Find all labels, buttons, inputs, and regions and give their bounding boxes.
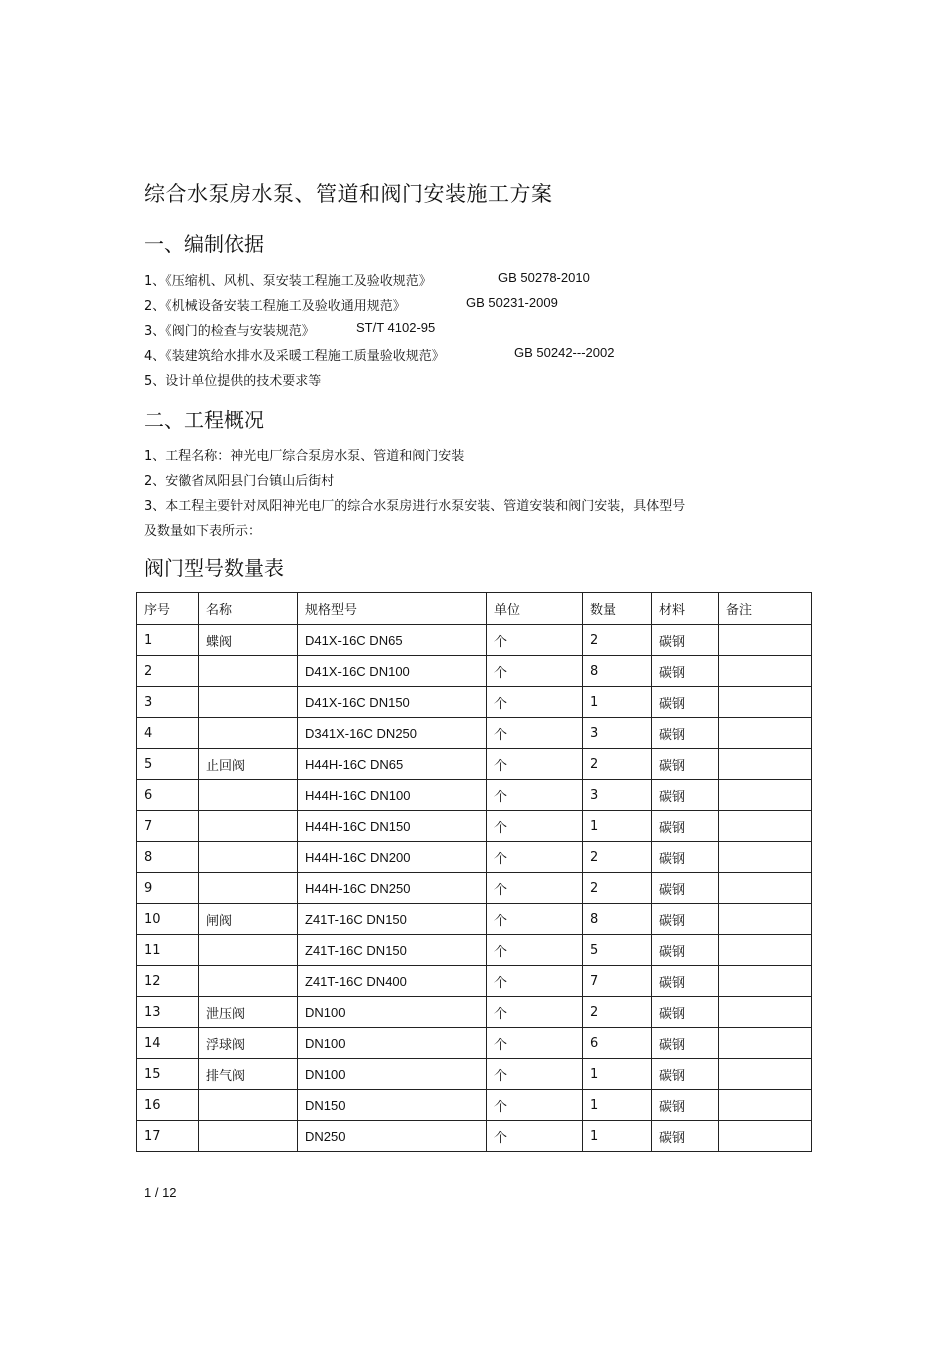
cell-quantity: 6 <box>583 1028 652 1059</box>
cell-quantity: 7 <box>583 966 652 997</box>
header-quantity: 数量 <box>583 593 652 625</box>
cell-index: 14 <box>137 1028 199 1059</box>
table-row <box>137 625 812 656</box>
cell-name <box>199 1090 298 1121</box>
cell-index: 4 <box>137 718 199 749</box>
cell-name <box>199 842 298 873</box>
cell-spec: D41X-16C DN150 <box>298 687 487 718</box>
cell-unit: 个 <box>487 780 583 811</box>
cell-material: 碳钢 <box>652 749 719 780</box>
basis-item-text: 5、设计单位提供的技术要求等 <box>144 374 322 389</box>
cell-quantity: 2 <box>583 749 652 780</box>
cell-unit: 个 <box>487 1090 583 1121</box>
overview-item-2: 2、安徽省凤阳县门台镇山后街村 <box>144 474 335 489</box>
table-row <box>137 935 812 966</box>
table-header-row <box>137 593 812 625</box>
header-remark: 备注 <box>719 593 812 625</box>
cell-spec: DN150 <box>298 1090 487 1121</box>
cell-remark <box>719 656 812 687</box>
basis-item-code: GB 50231-2009 <box>466 295 558 310</box>
header-material: 材料 <box>652 593 719 625</box>
cell-index: 17 <box>137 1121 199 1152</box>
cell-remark <box>719 1090 812 1121</box>
header-spec: 规格型号 <box>298 593 487 625</box>
cell-spec: Z41T-16C DN400 <box>298 966 487 997</box>
cell-unit: 个 <box>487 904 583 935</box>
cell-index: 8 <box>137 842 199 873</box>
section-heading-basis: 一、编制依据 <box>144 232 264 256</box>
table-row <box>137 1028 812 1059</box>
cell-index: 10 <box>137 904 199 935</box>
cell-index: 3 <box>137 687 199 718</box>
cell-material: 碳钢 <box>652 842 719 873</box>
cell-remark <box>719 904 812 935</box>
cell-name <box>199 718 298 749</box>
cell-quantity: 2 <box>583 625 652 656</box>
cell-unit: 个 <box>487 997 583 1028</box>
valve-quantity-table <box>136 592 812 1152</box>
table-row <box>137 1059 812 1090</box>
cell-spec: H44H-16C DN250 <box>298 873 487 904</box>
cell-spec: H44H-16C DN200 <box>298 842 487 873</box>
cell-quantity: 1 <box>583 1090 652 1121</box>
header-unit: 单位 <box>487 593 583 625</box>
cell-remark <box>719 873 812 904</box>
cell-index: 13 <box>137 997 199 1028</box>
cell-name: 排气阀 <box>199 1059 298 1090</box>
table-row <box>137 1121 812 1152</box>
cell-quantity: 8 <box>583 904 652 935</box>
cell-name: 闸阀 <box>199 904 298 935</box>
cell-quantity: 1 <box>583 1059 652 1090</box>
table-body <box>137 625 812 1152</box>
cell-material: 碳钢 <box>652 997 719 1028</box>
basis-item-text: 3、《阀门的检查与安装规范》 <box>144 324 315 339</box>
cell-unit: 个 <box>487 687 583 718</box>
cell-unit: 个 <box>487 966 583 997</box>
cell-name <box>199 687 298 718</box>
cell-index: 16 <box>137 1090 199 1121</box>
cell-remark <box>719 749 812 780</box>
cell-material: 碳钢 <box>652 1028 719 1059</box>
cell-index: 9 <box>137 873 199 904</box>
cell-quantity: 2 <box>583 873 652 904</box>
cell-quantity: 8 <box>583 656 652 687</box>
table-row <box>137 842 812 873</box>
table-row <box>137 811 812 842</box>
cell-material: 碳钢 <box>652 904 719 935</box>
cell-quantity: 1 <box>583 687 652 718</box>
basis-item-code: GB 50242---2002 <box>514 345 615 360</box>
table-row <box>137 997 812 1028</box>
cell-material: 碳钢 <box>652 718 719 749</box>
basis-item-3 <box>144 320 436 339</box>
cell-name <box>199 656 298 687</box>
header-index: 序号 <box>137 593 199 625</box>
cell-material: 碳钢 <box>652 1121 719 1152</box>
cell-remark <box>719 966 812 997</box>
cell-remark <box>719 1059 812 1090</box>
cell-unit: 个 <box>487 656 583 687</box>
cell-remark <box>719 625 812 656</box>
cell-index: 11 <box>137 935 199 966</box>
cell-material: 碳钢 <box>652 656 719 687</box>
cell-index: 1 <box>137 625 199 656</box>
cell-remark <box>719 780 812 811</box>
cell-spec: Z41T-16C DN150 <box>298 904 487 935</box>
cell-name: 止回阀 <box>199 749 298 780</box>
cell-quantity: 3 <box>583 718 652 749</box>
cell-unit: 个 <box>487 935 583 966</box>
cell-index: 5 <box>137 749 199 780</box>
cell-material: 碳钢 <box>652 625 719 656</box>
table-row <box>137 780 812 811</box>
section-heading-overview: 二、工程概况 <box>144 408 264 432</box>
cell-material: 碳钢 <box>652 873 719 904</box>
basis-item-text: 1、《压缩机、风机、泵安装工程施工及验收规范》 <box>144 274 432 289</box>
cell-name: 泄压阀 <box>199 997 298 1028</box>
cell-material: 碳钢 <box>652 811 719 842</box>
basis-item-2 <box>144 295 558 314</box>
cell-remark <box>719 997 812 1028</box>
cell-material: 碳钢 <box>652 780 719 811</box>
cell-name <box>199 780 298 811</box>
basis-item-4 <box>144 345 615 364</box>
cell-material: 碳钢 <box>652 966 719 997</box>
overview-item-1: 1、工程名称：神光电厂综合泵房水泵、管道和阀门安装 <box>144 449 465 464</box>
cell-spec: H44H-16C DN65 <box>298 749 487 780</box>
basis-item-1 <box>144 270 590 289</box>
cell-index: 12 <box>137 966 199 997</box>
cell-spec: D341X-16C DN250 <box>298 718 487 749</box>
cell-spec: DN250 <box>298 1121 487 1152</box>
cell-spec: H44H-16C DN150 <box>298 811 487 842</box>
cell-name: 蝶阀 <box>199 625 298 656</box>
overview-item-3: 3、本工程主要针对凤阳神光电厂的综合水泵房进行水泵安装、管道安装和阀门安装，具体型号 <box>144 499 686 514</box>
cell-name: 浮球阀 <box>199 1028 298 1059</box>
cell-quantity: 5 <box>583 935 652 966</box>
cell-unit: 个 <box>487 1028 583 1059</box>
basis-item-code: ST/T 4102-95 <box>356 320 436 335</box>
cell-spec: H44H-16C DN100 <box>298 780 487 811</box>
cell-spec: D41X-16C DN65 <box>298 625 487 656</box>
cell-remark <box>719 935 812 966</box>
cell-material: 碳钢 <box>652 687 719 718</box>
cell-spec: DN100 <box>298 1028 487 1059</box>
cell-quantity: 1 <box>583 811 652 842</box>
table-row <box>137 873 812 904</box>
cell-quantity: 2 <box>583 997 652 1028</box>
cell-unit: 个 <box>487 1059 583 1090</box>
basis-item-code: GB 50278-2010 <box>498 270 590 285</box>
cell-spec: D41X-16C DN100 <box>298 656 487 687</box>
table-row <box>137 1090 812 1121</box>
document-title: 综合水泵房水泵、管道和阀门安装施工方案 <box>144 182 553 206</box>
cell-name <box>199 811 298 842</box>
table-row <box>137 966 812 997</box>
basis-item-5 <box>144 370 321 389</box>
basis-item-text: 2、《机械设备安装工程施工及验收通用规范》 <box>144 299 406 314</box>
cell-material: 碳钢 <box>652 1059 719 1090</box>
cell-quantity: 1 <box>583 1121 652 1152</box>
cell-name <box>199 935 298 966</box>
cell-unit: 个 <box>487 749 583 780</box>
cell-remark <box>719 718 812 749</box>
cell-unit: 个 <box>487 718 583 749</box>
table-row <box>137 656 812 687</box>
cell-index: 2 <box>137 656 199 687</box>
table-row <box>137 687 812 718</box>
page-number: 1 / 12 <box>144 1185 177 1200</box>
cell-unit: 个 <box>487 1121 583 1152</box>
header-name: 名称 <box>199 593 298 625</box>
cell-remark <box>719 1121 812 1152</box>
cell-name <box>199 966 298 997</box>
cell-material: 碳钢 <box>652 935 719 966</box>
basis-item-text: 4、《装建筑给水排水及采暖工程施工质量验收规范》 <box>144 349 445 364</box>
cell-index: 7 <box>137 811 199 842</box>
cell-remark <box>719 811 812 842</box>
cell-unit: 个 <box>487 873 583 904</box>
cell-remark <box>719 687 812 718</box>
cell-name <box>199 1121 298 1152</box>
cell-spec: DN100 <box>298 1059 487 1090</box>
cell-material: 碳钢 <box>652 1090 719 1121</box>
cell-quantity: 2 <box>583 842 652 873</box>
table-row <box>137 904 812 935</box>
cell-index: 6 <box>137 780 199 811</box>
cell-spec: Z41T-16C DN150 <box>298 935 487 966</box>
overview-item-3-cont: 及数量如下表所示： <box>144 524 262 539</box>
cell-unit: 个 <box>487 842 583 873</box>
table-title: 阀门型号数量表 <box>144 556 284 580</box>
cell-spec: DN100 <box>298 997 487 1028</box>
table-row <box>137 749 812 780</box>
table-row <box>137 718 812 749</box>
cell-unit: 个 <box>487 625 583 656</box>
cell-unit: 个 <box>487 811 583 842</box>
cell-remark <box>719 842 812 873</box>
cell-remark <box>719 1028 812 1059</box>
cell-index: 15 <box>137 1059 199 1090</box>
cell-name <box>199 873 298 904</box>
cell-quantity: 3 <box>583 780 652 811</box>
